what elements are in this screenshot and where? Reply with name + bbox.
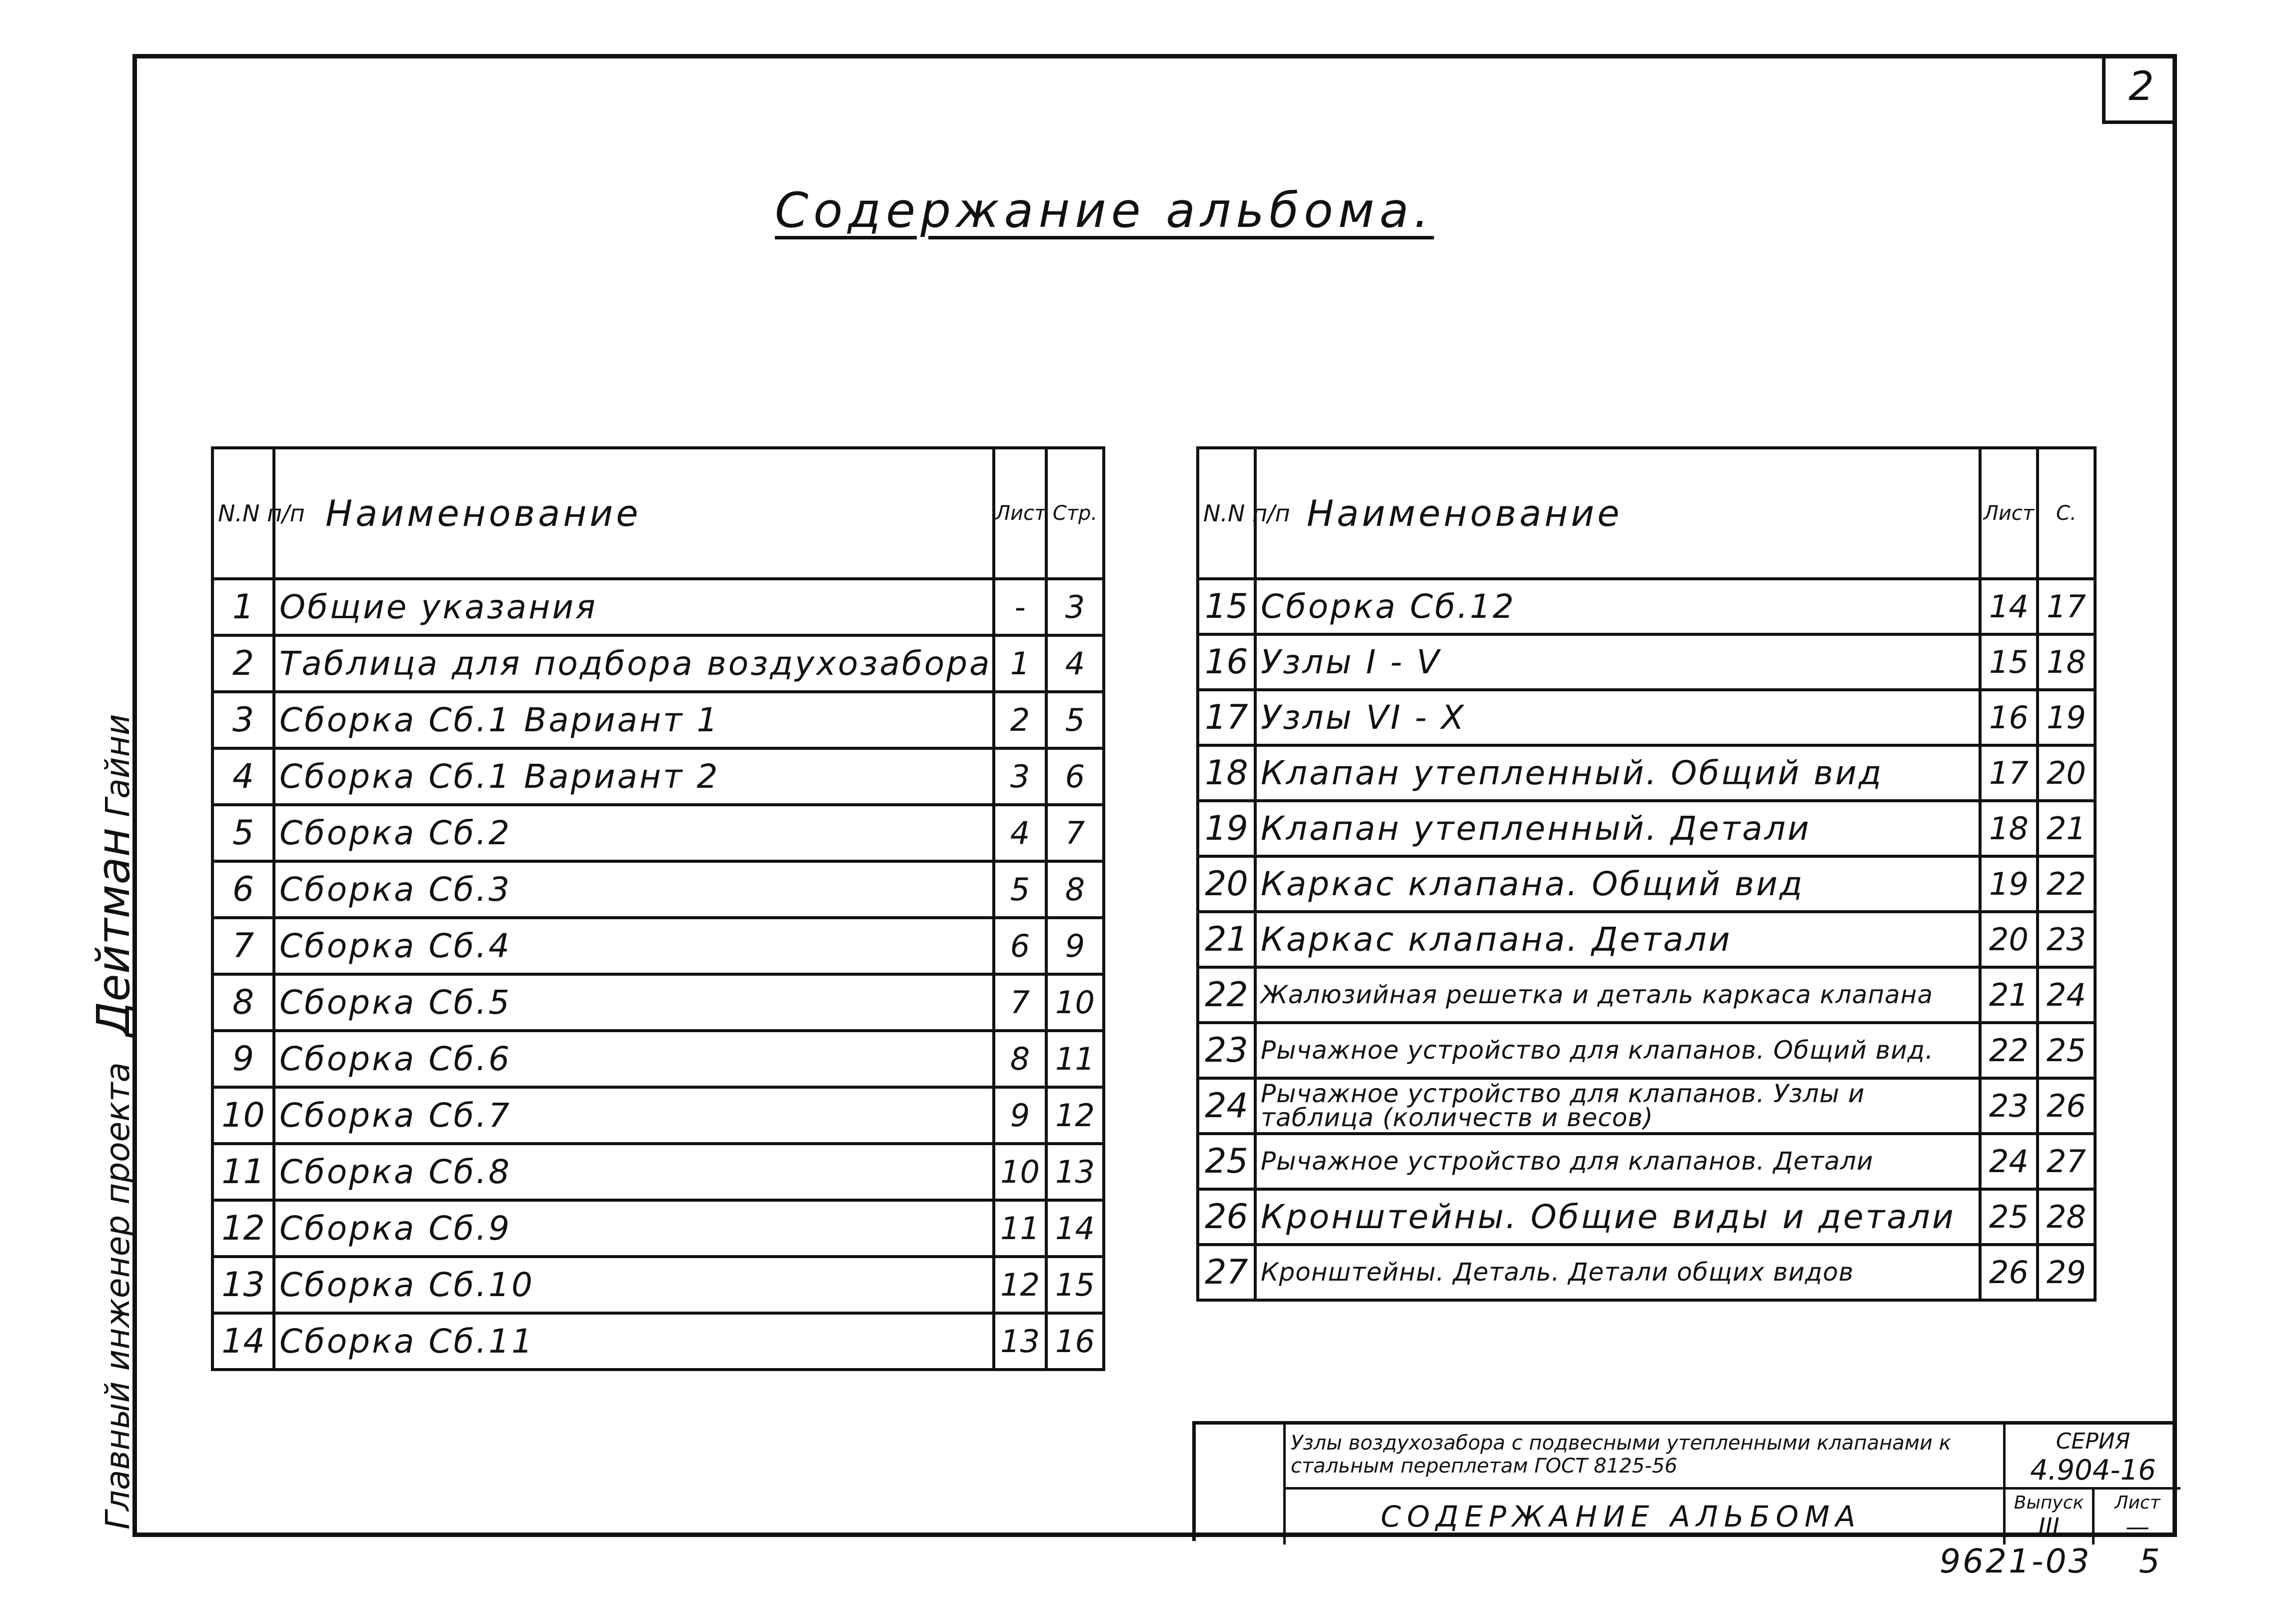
header-no: N.N п/п: [1198, 448, 1255, 579]
row-name: Сборка Сб.2: [274, 805, 994, 861]
row-number: 1: [212, 579, 274, 635]
row-sheet: 16: [1980, 690, 2038, 745]
table-row: [1198, 745, 2095, 801]
row-sheet: -: [994, 579, 1046, 635]
table-row: [1198, 1245, 2095, 1300]
row-number: 16: [1198, 634, 1255, 690]
row-sheet: 9: [994, 1087, 1046, 1144]
row-sheet: 21: [1980, 967, 2038, 1023]
row-number: 8: [212, 974, 274, 1031]
row-sheet: 23: [1980, 1078, 2038, 1134]
row-page: 3: [1046, 579, 1104, 635]
row-sheet: 13: [994, 1313, 1046, 1370]
row-page: 27: [2038, 1134, 2095, 1189]
table-row: [212, 861, 1104, 918]
row-number: 10: [212, 1087, 274, 1144]
row-page: 14: [1046, 1200, 1104, 1257]
row-name: Кронштейны. Деталь. Детали общих видов: [1255, 1245, 1980, 1300]
row-name: Жалюзийная решетка и деталь каркаса клапана: [1255, 967, 1980, 1023]
row-page: 21: [2038, 801, 2095, 856]
row-name: Сборка Сб.6: [274, 1031, 994, 1087]
table-row: [212, 918, 1104, 974]
row-sheet: 3: [994, 748, 1046, 805]
row-sheet: 17: [1980, 745, 2038, 801]
row-name: Сборка Сб.4: [274, 918, 994, 974]
row-page: 26: [2038, 1078, 2095, 1134]
sheet-value: —: [2126, 1513, 2150, 1541]
row-number: 25: [1198, 1134, 1255, 1189]
header-sheet: Лист: [994, 448, 1046, 579]
row-sheet: 8: [994, 1031, 1046, 1087]
row-number: 22: [1198, 967, 1255, 1023]
row-sheet: 6: [994, 918, 1046, 974]
table-row: [1198, 690, 2095, 745]
title-block-sheet: [2092, 1490, 2181, 1545]
row-sheet: 20: [1980, 912, 2038, 967]
table-row: [212, 579, 1104, 635]
row-page: 8: [1046, 861, 1104, 918]
row-name: Сборка Сб.11: [274, 1313, 994, 1370]
row-sheet: 14: [1980, 579, 2038, 634]
table-row: [212, 635, 1104, 692]
row-page: 17: [2038, 579, 2095, 634]
row-number: 12: [212, 1200, 274, 1257]
title-block: [1192, 1421, 2177, 1541]
row-sheet: 11: [994, 1200, 1046, 1257]
table-row: [1198, 1078, 2095, 1134]
row-name: Клапан утепленный. Детали: [1255, 801, 1980, 856]
row-sheet: 26: [1980, 1245, 2038, 1300]
footer: [1940, 1542, 2162, 1581]
row-number: 27: [1198, 1245, 1255, 1300]
row-sheet: 10: [994, 1144, 1046, 1200]
table-row: [212, 1313, 1104, 1370]
title-block-doc-name: СОДЕРЖАНИЕ АЛЬБОМА: [1283, 1490, 2003, 1545]
row-page: 19: [2038, 690, 2095, 745]
header-no: N.N п/п: [212, 448, 274, 579]
row-name: Кронштейны. Общие виды и детали: [1255, 1189, 1980, 1245]
table-row: [212, 974, 1104, 1031]
row-number: 19: [1198, 801, 1255, 856]
row-page: 16: [1046, 1313, 1104, 1370]
row-sheet: 22: [1980, 1023, 2038, 1078]
signature: Дейтман: [87, 827, 140, 1037]
issue-label: Выпуск: [2014, 1493, 2084, 1513]
table-row: [212, 692, 1104, 748]
row-number: 20: [1198, 856, 1255, 912]
table-row: [1198, 1189, 2095, 1245]
row-number: 6: [212, 861, 274, 918]
series-value: 4.904-16: [2030, 1454, 2156, 1487]
row-sheet: 25: [1980, 1189, 2038, 1245]
row-page: 15: [1046, 1257, 1104, 1313]
header-page: Стр.: [1046, 448, 1104, 579]
table-row: [212, 1087, 1104, 1144]
row-page: 28: [2038, 1189, 2095, 1245]
row-sheet: 1: [994, 635, 1046, 692]
row-page: 18: [2038, 634, 2095, 690]
row-number: 14: [212, 1313, 274, 1370]
row-name: Узлы I - V: [1255, 634, 1980, 690]
row-number: 7: [212, 918, 274, 974]
row-name: Рычажное устройство для клапанов. Детали: [1255, 1134, 1980, 1189]
row-page: 20: [2038, 745, 2095, 801]
title-block-description: Узлы воздухозабора с подвесными утепленными клапанами к стальным переплетам ГОСТ 8125-56: [1283, 1425, 2003, 1490]
table-row: [1198, 801, 2095, 856]
row-name: Сборка Сб.7: [274, 1087, 994, 1144]
title-block-issue: [2003, 1490, 2092, 1545]
issue-value: III: [2038, 1513, 2060, 1541]
header-page: С.: [2038, 448, 2095, 579]
row-page: 23: [2038, 912, 2095, 967]
footer-code: 9621-03: [1940, 1542, 2092, 1581]
row-number: 23: [1198, 1023, 1255, 1078]
row-name: Рычажное устройство для клапанов. Общий вид.: [1255, 1023, 1980, 1078]
row-page: 22: [2038, 856, 2095, 912]
row-page: 11: [1046, 1031, 1104, 1087]
row-number: 26: [1198, 1189, 1255, 1245]
row-sheet: 12: [994, 1257, 1046, 1313]
title-block-series: [2003, 1425, 2181, 1490]
row-name: Клапан утепленный. Общий вид: [1255, 745, 1980, 801]
header-sheet: Лист: [1980, 448, 2038, 579]
row-sheet: 18: [1980, 801, 2038, 856]
row-name: Сборка Сб.1 Вариант 2: [274, 748, 994, 805]
row-number: 11: [212, 1144, 274, 1200]
row-sheet: 15: [1980, 634, 2038, 690]
row-name: Таблица для подбора воздухозабора: [274, 635, 994, 692]
row-page: 9: [1046, 918, 1104, 974]
side-note-text: Главный инженер проекта: [98, 1062, 137, 1530]
row-page: 24: [2038, 967, 2095, 1023]
row-number: 24: [1198, 1078, 1255, 1134]
table-row: [1198, 967, 2095, 1023]
row-sheet: 2: [994, 692, 1046, 748]
series-label: СЕРИЯ: [2056, 1429, 2131, 1454]
contents-table-left: [211, 446, 1105, 1371]
side-note: [87, 714, 140, 1530]
row-name: Каркас клапана. Детали: [1255, 912, 1980, 967]
row-number: 15: [1198, 579, 1255, 634]
table-row: [1198, 579, 2095, 634]
row-number: 3: [212, 692, 274, 748]
row-number: 17: [1198, 690, 1255, 745]
row-page: 7: [1046, 805, 1104, 861]
row-sheet: 5: [994, 861, 1046, 918]
row-name: Сборка Сб.3: [274, 861, 994, 918]
row-page: 25: [2038, 1023, 2095, 1078]
row-number: 13: [212, 1257, 274, 1313]
row-name: Рычажное устройство для клапанов. Узлы и таблица (количеств и весов): [1255, 1078, 1980, 1134]
row-number: 9: [212, 1031, 274, 1087]
row-number: 21: [1198, 912, 1255, 967]
row-number: 4: [212, 748, 274, 805]
row-name: Каркас клапана. Общий вид: [1255, 856, 1980, 912]
row-page: 10: [1046, 974, 1104, 1031]
footer-page: 5: [2139, 1542, 2162, 1581]
row-sheet: 24: [1980, 1134, 2038, 1189]
row-name: Узлы VI - X: [1255, 690, 1980, 745]
row-name: Сборка Сб.10: [274, 1257, 994, 1313]
page-number: 2: [2102, 54, 2177, 124]
row-number: 5: [212, 805, 274, 861]
header-name: Наименование: [274, 448, 994, 579]
table-row: [1198, 912, 2095, 967]
page-title: Содержание альбома.: [775, 182, 1434, 238]
row-name: Сборка Сб.8: [274, 1144, 994, 1200]
sheet-label: Лист: [2115, 1493, 2161, 1513]
row-page: 6: [1046, 748, 1104, 805]
row-name: Сборка Сб.1 Вариант 1: [274, 692, 994, 748]
row-name: Общие указания: [274, 579, 994, 635]
table-row: [212, 1031, 1104, 1087]
row-page: 12: [1046, 1087, 1104, 1144]
table-row: [1198, 1134, 2095, 1189]
row-sheet: 4: [994, 805, 1046, 861]
table-row: [212, 1200, 1104, 1257]
table-row: [212, 805, 1104, 861]
row-number: 18: [1198, 745, 1255, 801]
row-number: 2: [212, 635, 274, 692]
row-page: 13: [1046, 1144, 1104, 1200]
side-note-name: Гайни: [98, 714, 137, 817]
table-row: [1198, 634, 2095, 690]
table-row: [1198, 1023, 2095, 1078]
table-row: [1198, 856, 2095, 912]
row-page: 29: [2038, 1245, 2095, 1300]
row-page: 5: [1046, 692, 1104, 748]
row-sheet: 19: [1980, 856, 2038, 912]
row-name: Сборка Сб.5: [274, 974, 994, 1031]
row-sheet: 7: [994, 974, 1046, 1031]
header-name: Наименование: [1255, 448, 1980, 579]
row-name: Сборка Сб.9: [274, 1200, 994, 1257]
row-name: Сборка Сб.12: [1255, 579, 1980, 634]
contents-table-right: [1196, 446, 2097, 1302]
table-row: [212, 1144, 1104, 1200]
table-row: [212, 1257, 1104, 1313]
table-row: [212, 748, 1104, 805]
row-page: 4: [1046, 635, 1104, 692]
